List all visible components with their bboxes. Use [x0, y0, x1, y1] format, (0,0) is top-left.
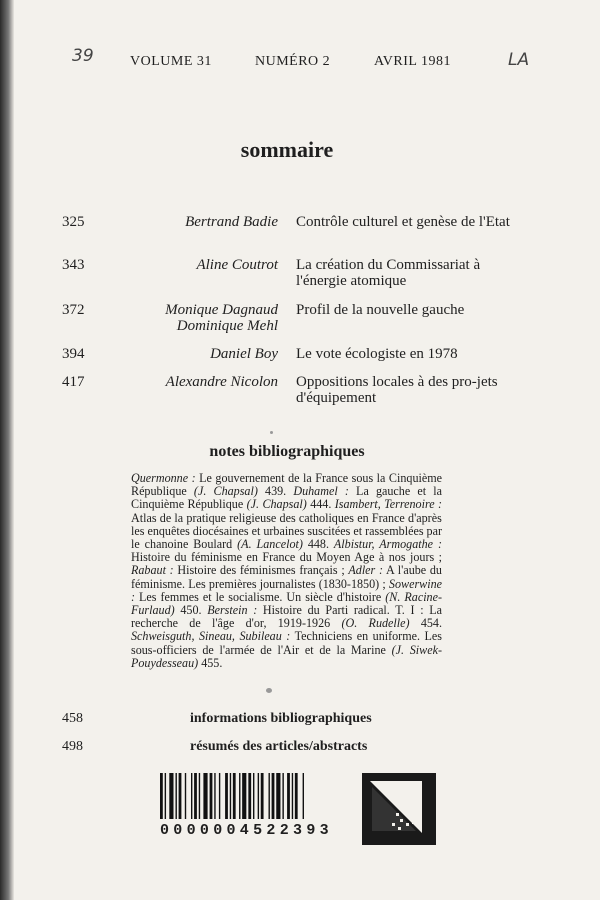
volume-label: VOLUME 31 [130, 54, 212, 69]
barcode-number: 0000004522393 [160, 822, 333, 839]
notes-text: 439. [257, 484, 294, 499]
notes-author-ref: Duhamel : [293, 484, 349, 499]
date-label: AVRIL 1981 [374, 54, 451, 69]
final-page: 458 [62, 711, 83, 726]
toc-page: 372 [62, 302, 85, 318]
notes-text: Le gouvernement de la France sous la Cinquième République [131, 471, 442, 499]
notes-text: Histoire du Parti radical. T. I : La recherche de l'âge d'or, 1919-1926 [131, 603, 442, 631]
notes-text: La gauche et la Cinquième République [131, 484, 442, 512]
notes-author-ref: (O. Rudelle) [341, 616, 410, 631]
handwritten-initials: LA [508, 50, 530, 70]
toc-page: 394 [62, 346, 85, 362]
page-title: sommaire [240, 137, 334, 162]
toc-author: Daniel Boy [210, 346, 278, 362]
final-label: résumés des articles/abstracts [190, 739, 368, 754]
numero-label: NUMÉRO 2 [255, 54, 331, 69]
final-label: informations bibliographiques [190, 711, 372, 726]
notes-text: 454. [409, 616, 442, 631]
toc-title: Profil de la nouvelle gauche [296, 302, 465, 318]
notes-author-ref: (J. Chapsal) [246, 497, 307, 512]
handwritten-number: 39 [72, 46, 94, 66]
publisher-logo-icon [362, 773, 436, 845]
barcode-area [158, 773, 438, 845]
paper-speck [270, 431, 273, 434]
notes-body [131, 472, 442, 670]
notes-heading: notes bibliographiques [209, 443, 365, 460]
toc-page: 417 [62, 374, 85, 390]
toc-author: Aline Coutrot [196, 257, 278, 273]
notes-text: 450. [174, 603, 208, 618]
paper-speck [266, 688, 272, 693]
notes-author-ref: Schweisguth, Sineau, Subileau : [131, 629, 291, 644]
toc-title: Contrôle culturel et genèse de l'Etat [296, 214, 510, 230]
notes-text: 455. [198, 655, 223, 670]
final-page: 498 [62, 739, 83, 754]
notes-text: Histoire des féminismes français ; [173, 563, 349, 578]
toc-title: Oppositions locales à des pro-jets d'équipement [296, 374, 498, 406]
toc-title: La création du Commissariat à l'énergie atomique [296, 257, 481, 289]
notes-author-ref: Quermonne : [131, 471, 196, 485]
notes-author-ref: (J. Siwek-Pouydesseau) [131, 642, 442, 670]
notes-author-ref: Berstein : [207, 603, 258, 618]
toc-page: 325 [62, 214, 85, 230]
notes-author-ref: Sowerwine : [131, 576, 442, 604]
notes-author-ref: Isambert, Terrenoire : [334, 497, 442, 512]
notes-author-ref: Adler : [348, 563, 383, 578]
notes-text: 448. [302, 537, 334, 552]
toc-author: Monique Dagnaud Dominique Mehl [165, 302, 278, 334]
notes-text: Atlas de la pratique religieuse des catholiques en France d'après les enquêtes diocésaines et urbaines suscitées et rassemblées par le chanoine Boulard [131, 510, 442, 552]
toc-author: Bertrand Badie [185, 214, 278, 230]
notes-author-ref: (J. Chapsal) [193, 484, 258, 499]
notes-author-ref: (A. Lancelot) [237, 537, 303, 552]
notes-author-ref: (N. Racine-Furlaud) [131, 589, 443, 618]
notes-text: A l'aube du féminisme. Les premières journalistes (1830-1850) ; [131, 563, 442, 591]
notes-author-ref: Rabaut : [131, 563, 174, 578]
toc-page: 343 [62, 257, 85, 273]
toc-author: Alexandre Nicolon [165, 374, 278, 390]
notes-text: Les femmes et le socialisme. Un siècle d'histoire [135, 589, 386, 604]
notes-author-ref: Albistur, Armogathe : [333, 537, 442, 552]
toc-title: Le vote écologiste en 1978 [296, 346, 458, 362]
barcode [158, 773, 358, 821]
notes-text: Techniciens en uniforme. Les sous-officiers de l'armée de l'Air et de la Marine [131, 629, 442, 657]
notes-text: Histoire du féminisme en France du Moyen Age à nos jours ; [131, 550, 442, 565]
notes-text: 444. [306, 497, 335, 512]
